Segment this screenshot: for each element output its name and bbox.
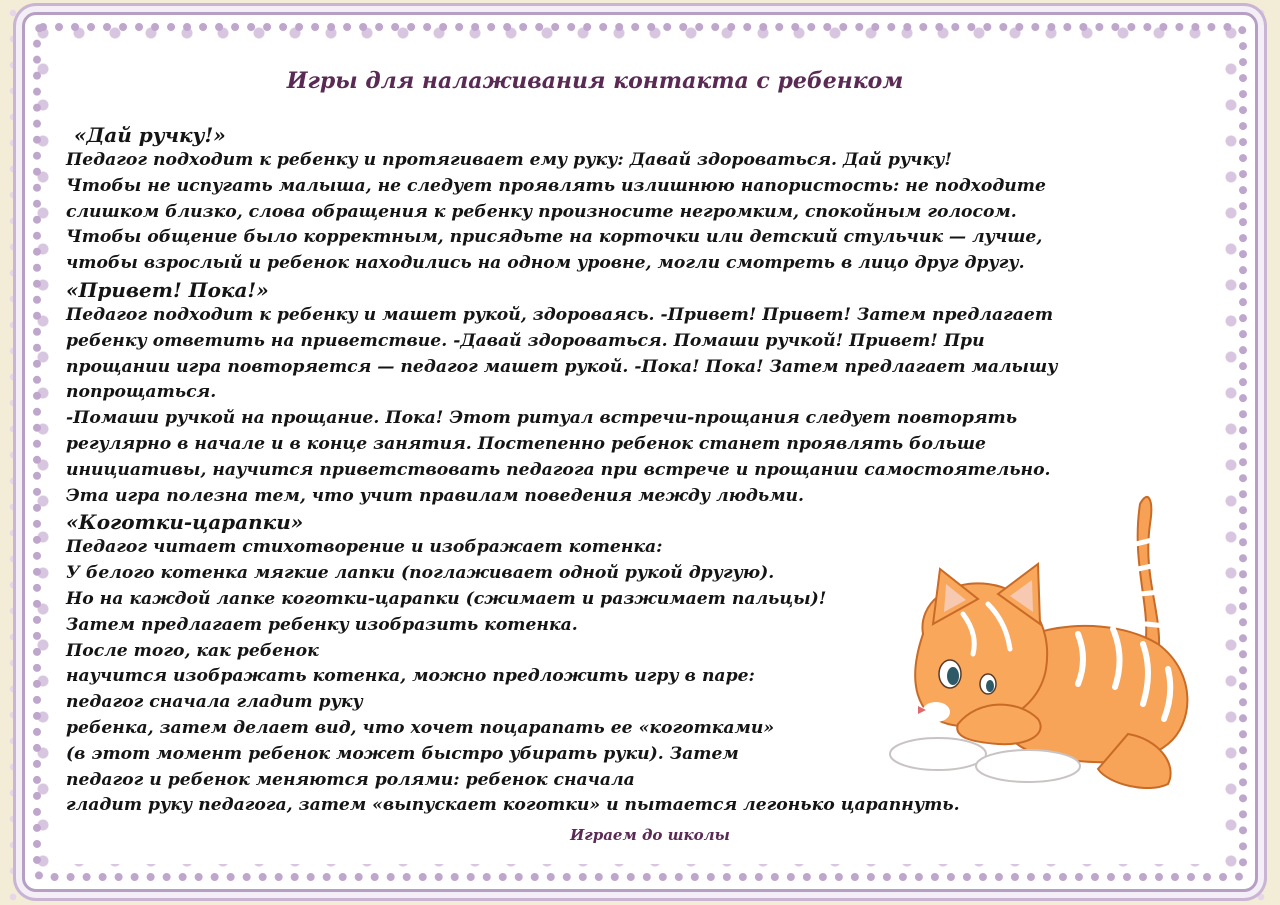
game-text-line: слишком близко, слова обращения к ребенку произносите негромким, спокойным голосом.: [66, 201, 1017, 222]
game-text-line: После того, как ребенок: [66, 640, 319, 661]
game-text-line: ребенку ответить на приветствие. -Давай здороваться. Помаши ручкой! Привет! При: [66, 330, 985, 351]
game-text-line: прощании игра повторяется — педагог машет рукой. -Пока! Пока! Затем предлагает малышу: [66, 356, 1058, 377]
game-text-line: гладит руку педагога, затем «выпускает коготки» и пытается легонько царапнуть.: [66, 795, 960, 816]
game-text-line: инициативы, научится приветствовать педагога при встрече и прощании самостоятельно.: [66, 459, 1051, 480]
game-text-line: Эта игра полезна тем, что учит правилам поведения между людьми.: [66, 485, 805, 506]
game-text-line: научится изображать котенка, можно предложить игру в паре:: [66, 666, 755, 687]
game-text-line: -Помаши ручкой на прощание. Пока! Этот ритуал встречи-прощания следует повторять: [66, 408, 1018, 429]
game-text-line: Педагог подходит к ребенку и протягивает ему руку: Давай здороваться. Дай ручку!: [66, 150, 952, 170]
game-text-line: Чтобы общение было корректным, присядьте на корточки или детский стульчик — лучше,: [66, 227, 1043, 248]
game-title: «Привет! Пока!»: [66, 277, 269, 302]
game-text-line: У белого котенка мягкие лапки (поглаживает одной рукой другую).: [66, 563, 775, 584]
game-text-line: педагог и ребенок меняются ролями: ребенок сначала: [66, 769, 635, 790]
game-section-hello-bye: [66, 277, 1216, 509]
footer-caption: Играем до школы: [570, 826, 730, 844]
game-text-line: Но на каждой лапке коготки-царапки (сжимает и разжимает пальцы)!: [66, 588, 827, 609]
game-text-line: Педагог подходит к ребенку и машет рукой, здороваясь. -Привет! Привет! Затем предлагает: [66, 304, 1054, 325]
game-text-line: Чтобы не испугать малыша, не следует проявлять излишнюю напористость: не подходите: [66, 175, 1046, 196]
game-text-line: (в этот момент ребенок может быстро убирать руки). Затем: [66, 743, 739, 764]
game-text-line: Затем предлагает ребенку изобразить котенка.: [66, 614, 578, 635]
game-text-line: Педагог читает стихотворение и изображает котенка:: [66, 537, 663, 558]
page-title: Игры для налаживания контакта с ребенком: [286, 68, 904, 94]
game-text-line: педагог сначала гладит руку: [66, 692, 363, 713]
game-text-line: попрощаться.: [66, 382, 217, 403]
kitten-icon: [878, 484, 1208, 804]
game-text-line: чтобы взрослый и ребенок находились на одном уровне, могли смотреть в лицо друг другу.: [66, 253, 1025, 274]
game-text-line: ребенка, затем делает вид, что хочет поцарапать ее «коготками»: [66, 717, 775, 738]
game-title: «Коготки-царапки»: [66, 510, 304, 535]
game-section-give-hand: [66, 122, 1216, 277]
game-text-line: регулярно в начале и в конце занятия. Постепенно ребенок станет проявлять больше: [66, 433, 986, 454]
game-title: «Дай ручку!»: [74, 123, 226, 147]
